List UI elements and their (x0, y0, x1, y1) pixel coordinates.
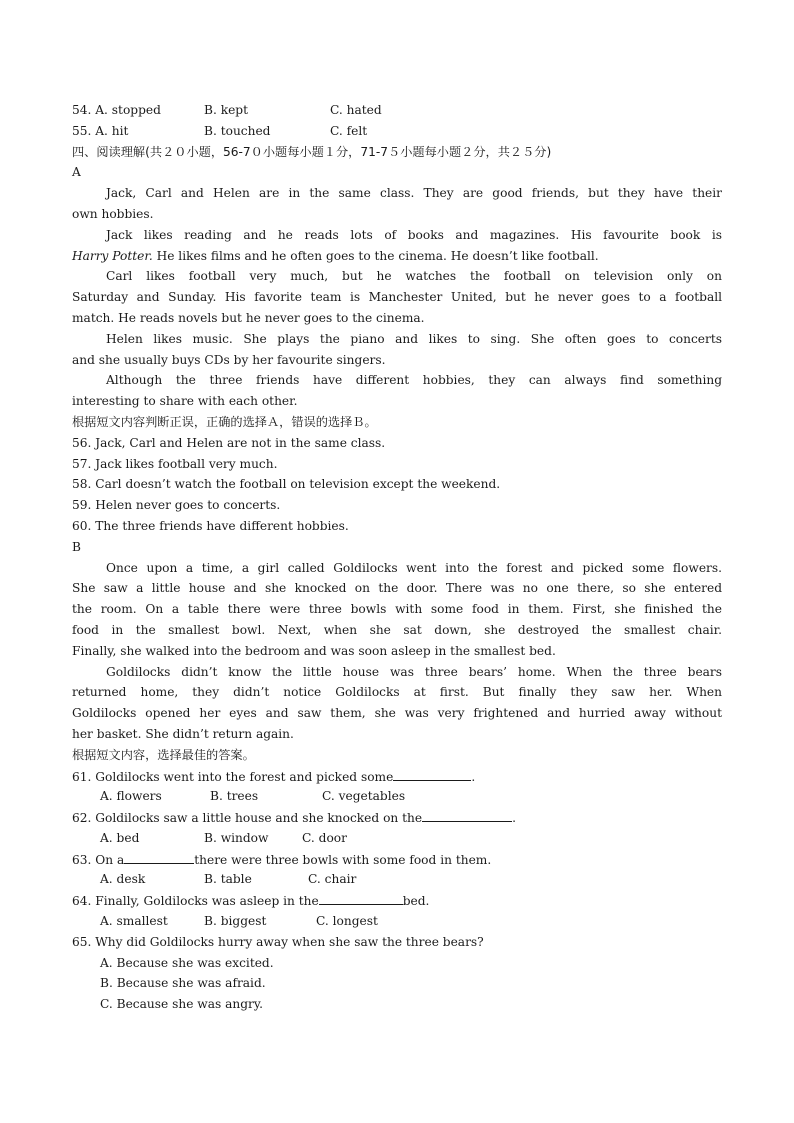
option-c: C. longest (316, 914, 378, 929)
question-stem-end: . (471, 769, 476, 784)
answer-blank (319, 890, 403, 905)
answer-blank (422, 807, 512, 822)
option-c: C. door (302, 830, 347, 845)
paragraph-line: food in the smallest bowl. Next, when she sat down, she destroyed the smallest chair. (72, 622, 722, 637)
paragraph-line: Goldilocks opened her eyes and saw them, she was very frightened and hurried away without (72, 706, 722, 721)
paragraph-line: the room. On a table there were three bowls with some food in them. First, she finished the (72, 602, 722, 617)
question-57: 57. Jack likes football very much. (72, 456, 278, 471)
option-c: C. felt (330, 123, 368, 138)
option-c: C. Because she was angry. (100, 997, 263, 1012)
option-a: A. bed (100, 830, 140, 845)
answer-blank (393, 766, 471, 781)
question-stem: 61. Goldilocks went into the forest and picked some (72, 769, 394, 784)
option-a: 54. A. stopped (72, 103, 161, 117)
question-stem-end: there were three bowls with some food in them. (194, 852, 492, 867)
paragraph-text: He likes films and he often goes to the cinema. He doesn’t like football. (152, 248, 599, 263)
paragraph-line: Helen likes music. She plays the piano and likes to sing. She often goes to concerts (106, 331, 722, 346)
question-stem-end: bed. (402, 894, 430, 909)
question-64 (72, 890, 722, 911)
question-64-options (72, 911, 722, 932)
option-a: A. smallest (100, 914, 168, 929)
option-c: C. hated (330, 103, 382, 117)
option-c: C. vegetables (322, 789, 406, 804)
question-58: 58. Carl doesn’t watch the football on television except the weekend. (72, 477, 501, 492)
option-b: B. window (204, 830, 269, 845)
question-stem: 64. Finally, Goldilocks was asleep in the (72, 894, 319, 909)
paragraph-line: returned home, they didn’t notice Goldilocks at first. But finally they saw her. When (72, 685, 722, 700)
question-56: 56. Jack, Carl and Helen are not in the same class. (72, 435, 386, 450)
option-c: C. chair (308, 872, 357, 887)
option-b: B. trees (210, 789, 259, 804)
option-a: 55. A. hit (72, 123, 129, 138)
paragraph-line: and she usually buys CDs by her favourite singers. (72, 352, 386, 367)
book-title: Harry Potter. (72, 248, 153, 263)
option-b: B. table (204, 872, 252, 887)
question-55 (72, 121, 722, 142)
paragraph-line: interesting to share with each other. (72, 394, 298, 409)
question-62-options (72, 828, 722, 849)
paragraph-line: Jack likes reading and he reads lots of books and magazines. His favourite book is (106, 227, 722, 242)
passage-a-label: A (72, 165, 81, 180)
instruction-b: 根据短文内容，选择最佳的答案。 (72, 747, 255, 762)
exam-page (72, 100, 722, 1015)
option-b: B. kept (204, 103, 249, 117)
question-63-options (72, 869, 722, 890)
paragraph-line: She saw a little house and she knocked on the door. There was no one there, so she entered (72, 581, 722, 596)
section-title: 四、阅读理解(共２０小题，56-7０小题每小题１分，71-7５小题每小题２分，共２５分) (72, 144, 552, 159)
question-63 (72, 849, 722, 870)
paragraph-line: Carl likes football very much, but he watches the football on television only on (106, 269, 722, 284)
paragraph-line: Although the three friends have different hobbies, they can always find something (106, 373, 722, 388)
question-stem-end: . (512, 811, 516, 826)
paragraph-line: Saturday and Sunday. His favorite team is Manchester United, but he never goes to a football (72, 290, 722, 305)
paragraph-line: Goldilocks didn’t know the little house was three bears’ home. When the three bears (106, 664, 722, 679)
option-a: A. desk (100, 872, 146, 887)
option-b: B. Because she was afraid. (100, 976, 266, 991)
option-a: A. Because she was excited. (100, 955, 274, 970)
question-stem: 62. Goldilocks saw a little house and she knocked on the (72, 811, 423, 826)
question-60: 60. The three friends have different hobbies. (72, 518, 349, 533)
paragraph-line: match. He reads novels but he never goes to the cinema. (72, 310, 425, 325)
paragraph-line: Jack, Carl and Helen are in the same class. They are good friends, but they have their (106, 186, 722, 201)
question-61 (72, 766, 722, 787)
passage-b-label: B (72, 539, 81, 554)
question-62 (72, 807, 722, 828)
paragraph-line: Finally, she walked into the bedroom and was soon asleep in the smallest bed. (72, 643, 556, 658)
question-stem: 63. On a (72, 852, 125, 867)
option-b: B. biggest (204, 914, 267, 929)
answer-blank (124, 849, 194, 864)
question-59: 59. Helen never goes to concerts. (72, 498, 281, 513)
question-61-options (72, 786, 722, 807)
paragraph-line: her basket. She didn’t return again. (72, 726, 294, 741)
question-65: 65. Why did Goldilocks hurry away when she saw the three bears? (72, 934, 484, 949)
paragraph-line: own hobbies. (72, 206, 154, 221)
instruction-a: 根据短文内容判断正误，正确的选择Ａ，错误的选择Ｂ。 (72, 414, 377, 429)
paragraph-line (72, 246, 722, 267)
question-54 (72, 100, 722, 121)
option-b: B. touched (204, 123, 271, 138)
option-a: A. flowers (100, 789, 162, 804)
paragraph-line: Once upon a time, a girl called Goldilocks went into the forest and picked some flowers. (106, 560, 722, 575)
